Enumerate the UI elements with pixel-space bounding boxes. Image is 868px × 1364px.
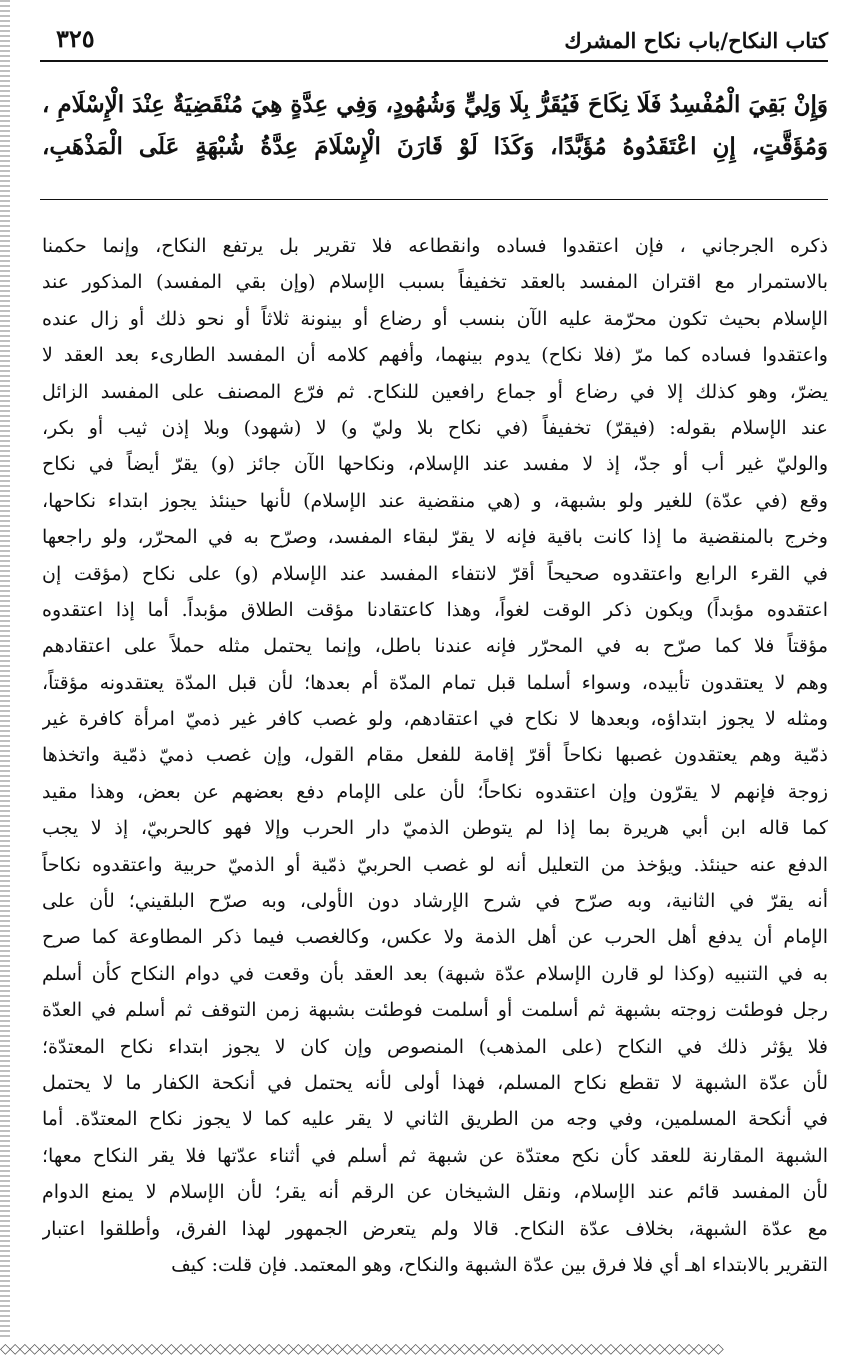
commentary-line: عند الإسلام بقوله: (فيقرّ) تخفيفاً (في نكاح بلا وليّ و) لا (شهود) وبلا إذن ثيب أو بكر،: [42, 416, 828, 439]
commentary-line: في القرء الرابع واعتقدوه صحيحاً أقرّ لانتفاء المفسد عند الإسلام (و) على نكاح (مؤقت إن: [42, 562, 828, 585]
section-divider: [40, 199, 828, 200]
commentary-line: في أنكحة المسلمين، وفي وجه من الطريق الثاني لا يقر عليه كما لا يجوز نكاح المعتدّة. أما: [42, 1108, 828, 1131]
commentary-line: مع عدّة الشبهة، بخلاف عدّة النكاح. قالا ولم يتعرض الجمهور لهذا الفرق، وأطلقوا اعتبار: [42, 1217, 828, 1240]
matn-line: وَإِنْ بَقِيَ الْمُفْسِدُ فَلَا نِكَاحَ فَيُقَرُّ بِلَا وَلِيٍّ وَشُهُودٍ، وَفِي عِدَّةٍ هِيَ مُنْقَضِيَةٌ عِنْدَ الْإِسْلَامِ ،: [42, 91, 828, 118]
commentary-line: التقرير بالابتداء اهـ أي فلا فرق بين عدّة الشبهة والنكاح، وهو المعتمد. فإن قلت: كيف: [171, 1253, 828, 1276]
binding-edge-decoration: [0, 0, 10, 1340]
matn-text-block: [42, 84, 828, 168]
commentary-line: زوجة فإنهم لا يقرّون وإن اعتقدوه نكاحاً؛ لأن على الإمام دفع بعضهم عن بعض، وهذا مقيد: [42, 780, 828, 803]
commentary-line: الإسلام بحيث تكون محرّمة عليه الآن بنسب أو رضاع أو بينونة ثلاثاً أو نحو ذلك أو زال عنده: [42, 307, 828, 330]
commentary-line: مؤقتاً فلا كما صرّح به في المحرّر فإنه عندنا باطل، وإنما يحتمل مثله حملاً على اعتقادهم: [42, 635, 828, 658]
page-header: [40, 22, 828, 58]
commentary-text-block: [42, 228, 828, 1283]
commentary-line: الشبهة المقارنة للعقد كأن نكح معتدّة عن شبهة ثم أسلم في أثناء عدّتها فلا يقر النكاح معها؛: [42, 1144, 828, 1167]
commentary-line: ذكره الجرجاني ، فإن اعتقدوا فساده وانقطاعه فلا تقرير بل يرتفع النكاح، وإنما حكمنا: [42, 235, 828, 257]
commentary-line: أنه يقرّ في الثانية، وبه صرّح في شرح الإرشاد دون الأولى، وبه صرّح البلقيني؛ لأن على: [42, 890, 828, 913]
commentary-line: ومثله لا يجوز ابتداؤه، وبعدها لا نكاح في اعتقادهم، ولو غصب كافر غير ذميّ امرأة كافرة غير: [42, 708, 828, 731]
footer-ornament-border: ◇◇◇◇◇◇◇◇◇◇◇◇◇◇◇◇◇◇◇◇◇◇◇◇◇◇◇◇◇◇◇◇◇◇◇◇◇◇◇◇◇◇◇◇◇◇◇◇◇◇◇◇◇◇◇◇◇◇◇◇◇◇◇◇◇◇◇◇◇◇◇◇◇◇: [0, 1341, 723, 1357]
commentary-line: وخرج بالمنقضية ما إذا كانت باقية فإنه لا يقرّ لبقاء المفسد، وصرّح به في المحرّر، ولو راجعها: [42, 526, 828, 549]
commentary-line: الدفع عنه حينئذ. ويؤخذ من التعليل أنه لو غصب الحربيّ ذمّية أو الذميّ حربية واعتقدوه نكاحاً: [42, 853, 828, 876]
commentary-line: ذمّية وهم يعتقدون غصبها نكاحاً أقرّ إقامة للفعل مقام القول، وإن غصب ذميّ ذمّية واتخذها: [42, 744, 828, 767]
commentary-line: وقع (في عدّة) للغير ولو بشبهة، و (هي منقضية عند الإسلام) لأنها حينئذ يجوز ابتداء نكاحها،: [42, 489, 828, 512]
page-number: ٣٢٥: [56, 24, 95, 53]
commentary-line: لأن المفسد قائم عند الإسلام، ونقل الشيخان عن الرقم أنه يقر؛ لأن الإسلام لا يمنع الدوام: [42, 1181, 828, 1204]
commentary-line: الإمام أن يدفع أهل الحرب عن أهل الذمة ولا عكس، وكالغصب فيما ذكر المطاوعة كما صرح: [42, 926, 828, 949]
header-rule: [40, 60, 828, 62]
commentary-line: واعتقدوا فساده كما مرّ (فلا نكاح) يدوم بينهما، وأفهم كلامه أن المفسد الطارىء بعد العقد لا: [42, 344, 828, 367]
commentary-line: رجل فوطئت زوجته بشبهة ثم أسلمت أو أسلمت فوطئت بشبهة زمن التوقف ثم أسلم في العدّة: [42, 999, 828, 1022]
commentary-line: بالاستمرار مع اقتران المفسد بالعقد تخفيفاً بسبب الإسلام (وإن بقي المفسد) المذكور عند: [42, 271, 828, 294]
commentary-line: والوليّ غير أب أو جدّ، إذ لا مفسد عند الإسلام، ونكاحها الآن جائز (و) يقرّ أيضاً في نكاح: [42, 453, 828, 476]
commentary-line: كما قاله ابن أبي هريرة بما إذا لم يتوطن الذميّ دار الحرب وإلا فهو كالحربيّ، إذ لا يجب: [42, 817, 828, 840]
commentary-line: به في التنبيه (وكذا لو قارن الإسلام عدّة شبهة) بعد العقد بأن وقعت في دوام النكاح كأن أسلم: [42, 962, 828, 985]
commentary-line: فلا يؤثر ذلك في النكاح (على المذهب) المنصوص وإن كان لا يجوز ابتداء نكاح المعتدّة؛: [42, 1035, 828, 1058]
commentary-line: اعتقدوه مؤبداً) ويكون ذكر الوقت لغواً، وهذا كاعتقادنا مؤقت الطلاق مؤبداً. أما إذا اعتقدوه: [42, 598, 828, 621]
commentary-line: لأن عدّة الشبهة لا تقطع نكاح المسلم، فهذا أولى لأنه يحتمل في أنكحة الكفار ما لا يحتمل: [42, 1071, 828, 1094]
commentary-line: يضرّ، وهو كذلك إلا في رضاع أو جماع رافعين للنكاح. ثم فرّع المصنف على المفسد الزائل: [42, 380, 828, 403]
running-title: كتاب النكاح/باب نكاح المشرك: [564, 28, 828, 53]
matn-line: وَمُؤَقَّتٍ، إِنِ اعْتَقَدُوهُ مُؤَبَّدًا، وَكَذَا لَوْ قَارَنَ الْإِسْلَامَ عِدَّةُ شُبْهَةٍ عَلَى الْمَذْهَبِ،: [42, 133, 828, 160]
commentary-line: وهم لا يعتقدون تأبيده، وسواء أسلما قبل تمام المدّة أم بعدها؛ لأن قبل المدّة يعتقدونه مؤقتاً،: [42, 671, 828, 694]
